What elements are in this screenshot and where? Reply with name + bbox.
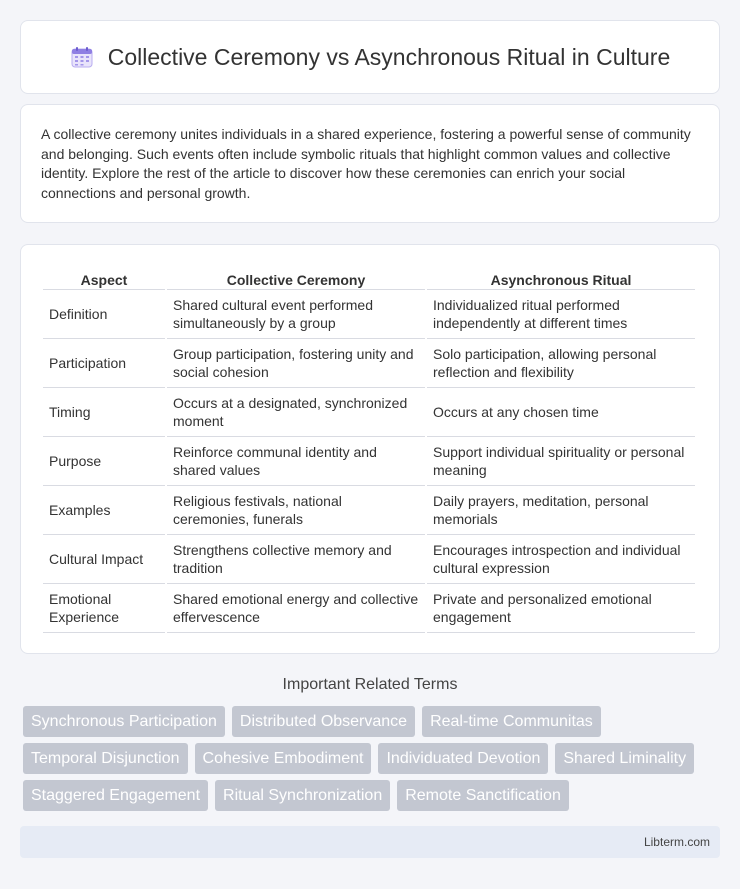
row-asynchronous: Solo participation, allowing personal reflection and flexibility [427,339,695,388]
footer [20,826,720,858]
row-collective: Occurs at a designated, synchronized moment [167,388,425,437]
row-collective: Shared emotional energy and collective effervescence [167,584,425,633]
row-collective: Shared cultural event performed simultaneously by a group [167,290,425,339]
header-card [20,20,720,94]
row-asynchronous: Private and personalized emotional engagement [427,584,695,633]
table-row [43,437,695,486]
row-aspect: Participation [43,339,165,388]
related-term-tag[interactable]: Staggered Engagement [23,780,208,811]
row-collective: Reinforce communal identity and shared values [167,437,425,486]
table-row [43,584,695,633]
header-collective-ceremony: Collective Ceremony [167,265,425,290]
table-row [43,535,695,584]
row-aspect: Purpose [43,437,165,486]
related-term-tag[interactable]: Synchronous Participation [23,706,225,737]
intro-text: A collective ceremony unites individuals in a shared experience, fostering a powerful sense of community and belonging. Such events often include symbolic rituals that highlight common values and collective identity. Explore the rest of the article to discover how these ceremonies can enrich your social connections and personal growth. [41,126,691,201]
table-header-row [43,265,695,290]
header-asynchronous-ritual: Asynchronous Ritual [427,265,695,290]
comparison-table [41,265,697,633]
related-term-tag[interactable]: Real-time Communitas [422,706,601,737]
related-term-tag[interactable]: Remote Sanctification [397,780,569,811]
row-asynchronous: Individualized ritual performed independently at different times [427,290,695,339]
calendar-icon [70,45,94,69]
row-asynchronous: Support individual spirituality or personal meaning [427,437,695,486]
related-term-tag[interactable]: Individuated Devotion [378,743,548,774]
row-aspect: Cultural Impact [43,535,165,584]
row-collective: Religious festivals, national ceremonies, funerals [167,486,425,535]
row-aspect: Examples [43,486,165,535]
table-row [43,388,695,437]
table-row [43,486,695,535]
related-terms-list [23,706,723,817]
related-terms-title: Important Related Terms [282,676,458,693]
row-asynchronous: Encourages introspection and individual cultural expression [427,535,695,584]
row-aspect: Definition [43,290,165,339]
comparison-card [20,244,720,654]
row-collective: Strengthens collective memory and tradition [167,535,425,584]
row-asynchronous: Daily prayers, meditation, personal memorials [427,486,695,535]
intro-card [20,104,720,223]
related-term-tag[interactable]: Shared Liminality [555,743,694,774]
page-title: Collective Ceremony vs Asynchronous Ritual in Culture [107,43,671,70]
row-aspect: Timing [43,388,165,437]
related-term-tag[interactable]: Cohesive Embodiment [195,743,372,774]
header-aspect: Aspect [43,265,165,290]
footer-site-link[interactable]: Libterm.com [643,835,710,849]
table-row [43,339,695,388]
row-collective: Group participation, fostering unity and social cohesion [167,339,425,388]
row-aspect: Emotional Experience [43,584,165,633]
related-term-tag[interactable]: Temporal Disjunction [23,743,188,774]
table-row [43,290,695,339]
row-asynchronous: Occurs at any chosen time [427,388,695,437]
related-term-tag[interactable]: Ritual Synchronization [215,780,390,811]
related-term-tag[interactable]: Distributed Observance [232,706,415,737]
